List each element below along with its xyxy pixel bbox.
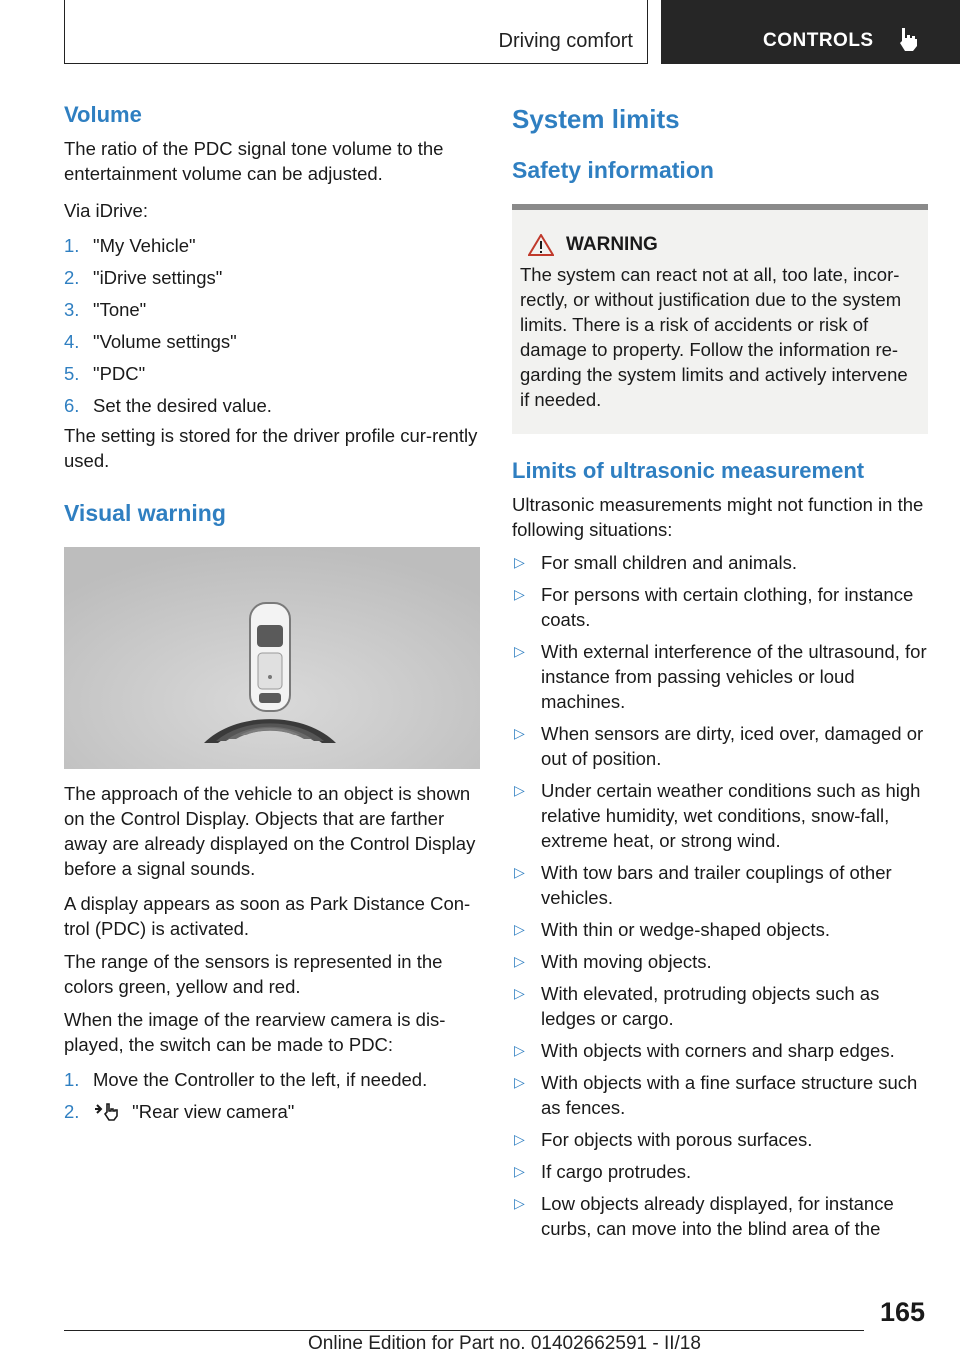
limit-text: With objects with a fine surface structure such as fences. xyxy=(541,1072,918,1118)
limit-list-item xyxy=(512,550,928,575)
header-section-box xyxy=(64,0,648,64)
switch-steps-list xyxy=(64,1067,480,1124)
idrive-step xyxy=(64,361,480,386)
limit-list-item xyxy=(512,1127,928,1152)
idrive-step xyxy=(64,265,480,290)
step-number: 6. xyxy=(64,395,80,416)
step-text: Move the Controller to the left, if needed. xyxy=(93,1069,428,1090)
limit-list-item xyxy=(512,721,928,771)
header-chapter-box xyxy=(661,0,960,64)
limit-text: For objects with porous surfaces. xyxy=(541,1129,813,1150)
triangle-bullet-icon: ▷ xyxy=(514,1163,525,1179)
triangle-bullet-icon: ▷ xyxy=(514,586,525,602)
limit-list-item xyxy=(512,778,928,853)
ultrasonic-intro: Ultrasonic measurements might not function in the following situations: xyxy=(512,494,924,540)
limit-text: When sensors are dirty, iced over, damaged or out of position. xyxy=(541,723,924,769)
triangle-bullet-icon: ▷ xyxy=(514,985,525,1001)
safety-information-heading: Safety information xyxy=(512,157,714,183)
header-section-title: Driving comfort xyxy=(498,30,633,52)
triangle-bullet-icon: ▷ xyxy=(514,554,525,570)
triangle-bullet-icon: ▷ xyxy=(514,643,525,659)
step-text: "My Vehicle" xyxy=(93,235,196,256)
idrive-step xyxy=(64,329,480,354)
rear-view-camera-icon xyxy=(93,1101,121,1121)
via-idrive-text: Via iDrive: xyxy=(64,200,148,221)
limit-list-item xyxy=(512,1159,928,1184)
step-number: 1. xyxy=(64,235,80,256)
limit-text: With objects with corners and sharp edges. xyxy=(541,1040,895,1061)
pdc-display-figure xyxy=(64,547,480,769)
step-text: "PDC" xyxy=(93,363,146,384)
pointing-hand-icon xyxy=(897,26,919,52)
limit-list-item xyxy=(512,1070,928,1120)
step-number: 2. xyxy=(64,1101,80,1122)
step-text: "iDrive settings" xyxy=(93,267,223,288)
step-number: 5. xyxy=(64,363,80,384)
pdc-activated-paragraph: A display appears as soon as Park Distance Con-trol (PDC) is activated. xyxy=(64,893,471,939)
system-limits-heading: System limits xyxy=(512,104,680,134)
triangle-bullet-icon: ▷ xyxy=(514,921,525,937)
triangle-bullet-icon: ▷ xyxy=(514,1195,525,1211)
pdc-car-illustration xyxy=(64,547,480,769)
limit-text: For persons with certain clothing, for instance coats. xyxy=(541,584,914,630)
limit-list-item xyxy=(512,639,928,714)
triangle-bullet-icon: ▷ xyxy=(514,864,525,880)
idrive-steps-list xyxy=(64,233,480,418)
limit-text: With moving objects. xyxy=(541,951,712,972)
limit-list-item xyxy=(512,949,928,974)
step-number: 3. xyxy=(64,299,80,320)
approach-paragraph: The approach of the vehicle to an object is shown on the Control Display. Objects that are farther away are already displayed on the Control Display before a signal sounds. xyxy=(64,783,476,879)
right-column xyxy=(512,100,928,1248)
step-text: "Volume settings" xyxy=(93,331,237,352)
ultrasonic-limits-heading: Limits of ultrasonic measurement xyxy=(512,458,865,483)
visual-warning-heading: Visual warning xyxy=(64,500,226,526)
warning-box xyxy=(512,204,928,434)
sensor-range-paragraph: The range of the sensors is represented in the colors green, yellow and red. xyxy=(64,951,443,997)
idrive-step xyxy=(64,297,480,322)
triangle-bullet-icon: ▷ xyxy=(514,725,525,741)
limit-list-item xyxy=(512,1191,928,1241)
limit-list-item xyxy=(512,981,928,1031)
footer-divider xyxy=(64,1330,864,1331)
step-text: "Rear view camera" xyxy=(132,1101,295,1122)
header-chapter-title: CONTROLS xyxy=(763,30,874,51)
step-text: "Tone" xyxy=(93,299,147,320)
stored-paragraph: The setting is stored for the driver profile cur-rently used. xyxy=(64,425,478,471)
limit-list-item xyxy=(512,917,928,942)
warning-label: WARNING xyxy=(566,234,658,255)
limit-text: With tow bars and trailer couplings of other vehicles. xyxy=(541,862,892,908)
page-number: 165 xyxy=(880,1297,926,1327)
triangle-bullet-icon: ▷ xyxy=(514,782,525,798)
ultrasonic-limits-list xyxy=(512,550,928,1241)
limit-list-item xyxy=(512,1038,928,1063)
triangle-bullet-icon: ▷ xyxy=(514,1074,525,1090)
limit-text: Under certain weather conditions such as high relative humidity, wet conditions, snow-fall, extreme heat, or strong wind. xyxy=(541,780,921,851)
switch-step xyxy=(64,1099,480,1124)
limit-text: With thin or wedge-shaped objects. xyxy=(541,919,830,940)
warning-triangle-icon xyxy=(528,234,554,256)
limit-text: With external interference of the ultrasound, for instance from passing vehicles or loud machines. xyxy=(541,641,927,712)
step-number: 4. xyxy=(64,331,80,352)
step-text: Set the desired value. xyxy=(93,395,272,416)
idrive-step xyxy=(64,233,480,258)
edition-text: Online Edition for Part no. 01402662591 - II/18 xyxy=(308,1333,701,1354)
left-column xyxy=(64,100,480,1131)
idrive-step xyxy=(64,393,480,418)
limit-list-item xyxy=(512,860,928,910)
volume-paragraph: The ratio of the PDC signal tone volume to the entertainment volume can be adjusted. xyxy=(64,138,444,184)
switch-step xyxy=(64,1067,480,1092)
step-number: 1. xyxy=(64,1069,80,1090)
limit-text: With elevated, protruding objects such as ledges or cargo. xyxy=(541,983,880,1029)
triangle-bullet-icon: ▷ xyxy=(514,1042,525,1058)
triangle-bullet-icon: ▷ xyxy=(514,953,525,969)
warning-title-row xyxy=(528,234,920,256)
volume-heading: Volume xyxy=(64,102,142,127)
limit-text: Low objects already displayed, for instance curbs, can move into the blind area of the xyxy=(541,1193,894,1239)
warning-text: The system can react not at all, too late, incor-rectly, or without justification due to the system limits. There is a risk of accidents or risk of damage to property. Follow the information re-garding the system limits and actively intervene if needed. xyxy=(520,264,908,410)
limit-text: For small children and animals. xyxy=(541,552,798,573)
step-number: 2. xyxy=(64,267,80,288)
rearview-paragraph: When the image of the rearview camera is dis-played, the switch can be made to PDC: xyxy=(64,1009,446,1055)
triangle-bullet-icon: ▷ xyxy=(514,1131,525,1147)
limit-text: If cargo protrudes. xyxy=(541,1161,692,1182)
limit-list-item xyxy=(512,582,928,632)
